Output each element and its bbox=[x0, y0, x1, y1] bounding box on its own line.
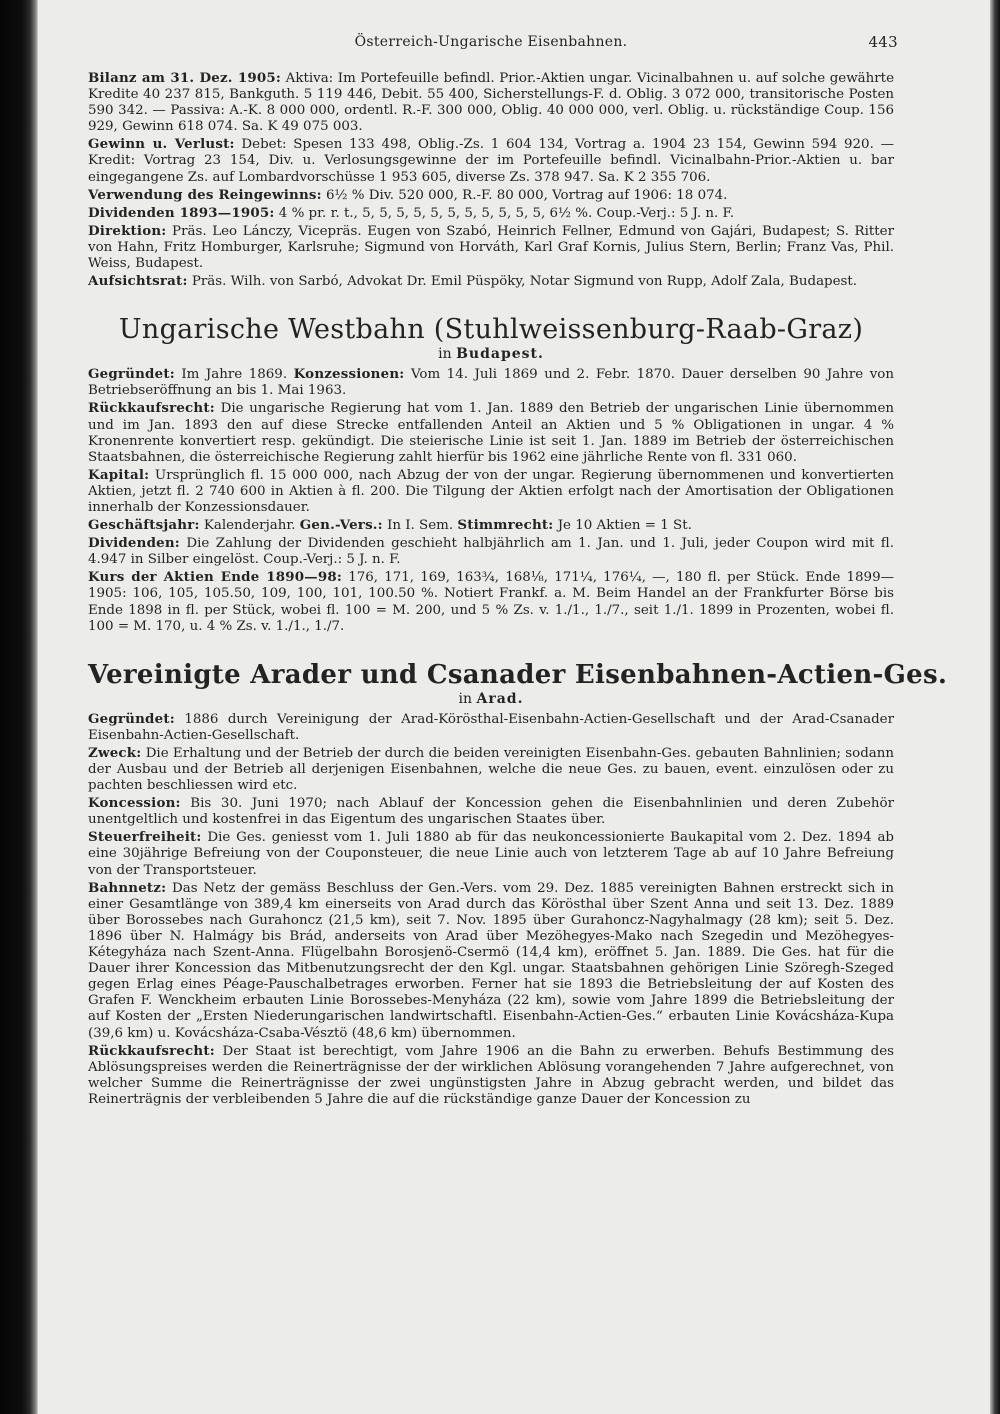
paragraph-label: Kapital: bbox=[88, 466, 150, 483]
section-heading: Ungarische Westbahn (Stuhlweissenburg-Raab-Graz) bbox=[118, 314, 864, 346]
paragraph-zweck bbox=[88, 745, 894, 794]
paragraph-label: Kurs der Aktien Ende 1890—98: bbox=[88, 569, 343, 586]
paragraph-dividenden bbox=[88, 535, 894, 568]
paragraph-text: 6½ % Div. 520 000, R.-F. 80 000, Vortrag auf 1906: 18 074. bbox=[321, 187, 728, 203]
paragraph-direktion bbox=[88, 223, 894, 272]
paragraph-steuerfreiheit bbox=[88, 829, 894, 878]
running-head-title: Österreich-Ungarische Eisenbahnen. bbox=[354, 34, 628, 50]
paragraph-label: Bilanz am 31. Dez. 1905: bbox=[88, 70, 282, 86]
paragraph-koncession bbox=[88, 795, 894, 828]
paragraph-gegruendet bbox=[88, 366, 894, 399]
paragraph-geschaeftsjahr bbox=[88, 517, 894, 534]
paragraph-label: Rückkaufsrecht: bbox=[88, 1042, 215, 1059]
paragraph-text: Bis 30. Juni 1970; nach Ablauf der Koncession gehen die Eisenbahnlinien und deren Zubehör unentgeltlich und kostenfrei in das Eigentum des ungarischen Staates über. bbox=[88, 796, 894, 828]
paragraph-bahnnetz bbox=[88, 880, 894, 1042]
paragraph-label: Stimmrecht: bbox=[457, 517, 554, 534]
paragraph-label: Dividenden: bbox=[88, 535, 180, 552]
section-location bbox=[88, 691, 894, 708]
paragraph-gewinn-verlust bbox=[88, 136, 894, 185]
paragraph-label: Steuerfreiheit: bbox=[88, 829, 202, 846]
paragraph-rueckkaufsrecht bbox=[88, 1043, 894, 1108]
paragraph-text: Präs. Wilh. von Sarbó, Advokat Dr. Emil Püspöky, Notar Sigmund von Rupp, Adolf Zala, Budapest. bbox=[187, 274, 858, 290]
paragraph-text: Je 10 Aktien = 1 St. bbox=[553, 518, 692, 534]
paragraph-text: 4 % pr. r. t., 5, 5, 5, 5, 5, 5, 5, 5, 5, 5, 5, 6½ %. Coup.-Verj.: 5 J. n. F. bbox=[274, 205, 734, 221]
paragraph-text: 176, 171, 169, 163¾, 168⅛, 171¼, 176¼, —, 180 fl. per Stück. Ende 1899—1905: 106, 105, 105.50, 109, 100, 101, 100.50 %. Notiert Frankf. a. M. Beim Handel an der Frankfurter Börse bis Ende 1898 in fl. per Stück, wobei fl. 100 = M. 200, und 5 % Zs. v. 1./1., 1./7., seit 1./1. 1899 in Prozenten, wobei fl. 100 = M. 170, u. 4 % Zs. v. 1./1., 1./7. bbox=[88, 570, 894, 634]
paragraph-text: Die Ges. geniesst vom 1. Juli 1880 ab für das neukoncessionierte Baukapital vom 2. Dez. 1894 ab eine 30jährige Befreiung von der Couponsteuer, die neue Linie auch von letzterem Tage ab auf 10 Jahre Befreiung von der Transportsteuer. bbox=[88, 830, 894, 878]
location-prefix: in bbox=[438, 346, 452, 363]
section-ungarische-westbahn bbox=[88, 314, 894, 635]
paragraph-text: Das Netz der gemäss Beschluss der Gen.-Vers. vom 29. Dez. 1885 vereinigten Bahnen erstreckt sich in einer Gesamtlänge von 389,4 km einerseits von Arad durch das Körösthal über Szent Anna und seit 13. Dez. 1889 über Borossebes nach Gurahoncz (21,5 km), seit 7. Nov. 1895 über Gurahoncz-Nagyhalmagy (28 km); seit 5. Dez. 1896 über N. Halmágy bis Brád, anderseits von Arad über Mezöhegyes-Mako nach Szegedin und Mezöhegyes-Kétegyháza nach Szent-Anna. Flügelbahn Borosjenö-Csermö (14,4 km), eröffnet 5. Jan. 1889. Die Ges. hat für die Dauer ihrer Koncession das Mitbenutzungsrecht der den Kgl. ungar. Staatsbahnen gehörigen Linie Szöregh-Szeged gegen Erlag eines Péage-Pauschalbetrages erworben. Ferner hat sie 1893 die Betriebsleitung der auf Kosten des Grafen F. Wenckheim erbauten Linie Borossebes-Menyháza (22 km), sowie vom Jahre 1899 die Betriebsleitung der auf Kosten der „Ersten Niederungarischen landwirtschaftl. Eisenbahn-Actien-Ges.“ erbauten Linie Kovácsháza-Kupa (39,6 km) u. Kovácsháza-Csaba-Vésztö (48,6 km) übernommen. bbox=[88, 880, 894, 1041]
paragraph-dividenden bbox=[88, 205, 894, 222]
paragraph-text: Die Zahlung der Dividenden geschieht halbjährlich am 1. Jan. und 1. Juli, jeder Coupon wird mit fl. 4.947 in Silber eingelöst. Coup.-Verj.: 5 J. n. F. bbox=[88, 536, 894, 568]
paragraph-label: Gen.-Vers.: bbox=[299, 517, 383, 534]
paragraph-text: Ursprünglich fl. 15 000 000, nach Abzug der von der ungar. Regierung übernommenen und konvertierten Aktien, jetzt fl. 2 740 600 in Aktien à fl. 200. Die Tilgung der Aktien erfolgt nach der Amortisation der Obligationen innerhalb der Konzessionsdauer. bbox=[88, 467, 894, 515]
location-prefix: in bbox=[458, 690, 473, 707]
paragraph-text: Präs. Leo Lánczy, Vicepräs. Eugen von Szabó, Heinrich Fellner, Edmund von Gajári, Budapest; S. Ritter von Hahn, Fritz Homburger, Karlsruhe; Sigmund von Horváth, Karl Graf Kornis, Julius Stern, Berlin; Franz Vas, Phil. Weiss, Budapest. bbox=[88, 223, 894, 272]
section-location bbox=[88, 346, 894, 363]
paragraph-label: Zweck: bbox=[88, 744, 142, 761]
scan-binding-edge bbox=[0, 0, 38, 1414]
paragraph-label: Koncession: bbox=[88, 795, 181, 812]
paragraph-label: Gegründet: bbox=[88, 710, 175, 727]
section-arader-csanader bbox=[88, 659, 948, 1108]
paragraph-text: Die Erhaltung und der Betrieb der durch die beiden vereinigten Eisenbahn-Ges. gebauten Bahnlinien; sodann der Ausbau und der Betrieb all derjenigen Eisenbahnen, welche die neue Ges. zu bauen, event. einzulösen oder zu pachten beschliessen wird etc. bbox=[88, 745, 894, 794]
paragraph-label: Gegründet: bbox=[88, 366, 175, 383]
paragraph-label: Bahnnetz: bbox=[88, 879, 167, 896]
paragraph-text: Debet: Spesen 133 498, Oblig.-Zs. 1 604 134, Vortrag a. 1904 23 154, Gewinn 594 920. — Kredit: Vortrag 23 154, Div. u. Verlosungsgewinne der im Portefeuille befindl. Vicinalbahn-Prior.-Aktien u. bar eingegangene Zs. auf Lombardvorschüsse 1 953 605, diverse Zs. 378 947. Sa. K 2 355 706. bbox=[88, 137, 894, 185]
paragraph-text: Die ungarische Regierung hat vom 1. Jan. 1889 den Betrieb der ungarischen Linie übernommen und im Jan. 1893 den auf diese Strecke entfallenden Anteil an Aktien und 5 % Obligationen in ungar. 4 % Kronenrente konvertiert resp. gekündigt. Die steierische Linie ist seit 1. Jan. 1889 im Betrieb der österreichischen Staatsbahnen, die österreichische Regierung zahlt hierfür bis 1962 eine jährliche Rente von fl. 331 060. bbox=[88, 401, 894, 465]
paragraph-label: Konzessionen: bbox=[293, 366, 405, 383]
paragraph-kapital bbox=[88, 467, 894, 516]
paragraph-verwendung bbox=[88, 187, 894, 204]
paragraph-kurs bbox=[88, 569, 894, 634]
section-heading: Vereinigte Arader und Csanader Eisenbahnen-Actien-Ges. bbox=[88, 659, 948, 690]
scan-right-edge bbox=[990, 0, 1000, 1414]
paragraph-text: Im Jahre 1869. bbox=[174, 367, 288, 383]
document-page bbox=[88, 33, 948, 1109]
page-number: 443 bbox=[868, 33, 898, 51]
paragraph-text: Aktiva: Im Portefeuille befindl. Prior.-Aktien ungar. Vicinalbahnen u. auf solche gewährte Kredite 40 237 815, Bankguth. 5 119 446, Debit. 55 400, Sicherstellungs-F. d. Oblig. 3 072 000, transitorische Posten 590 342. — Passiva: A.-K. 8 000 000, ordentl. R.-F. 300 000, Oblig. 40 000 000, verl. Oblig. u. rückständige Coup. 156 929, Gewinn 618 074. Sa. K 49 075 003. bbox=[88, 71, 894, 135]
paragraph-label: Geschäftsjahr: bbox=[88, 517, 200, 534]
paragraph-text: In I. Sem. bbox=[382, 518, 454, 534]
paragraph-aufsichtsrat bbox=[88, 273, 894, 290]
paragraph-label: Verwendung des Reingewinns: bbox=[88, 186, 322, 203]
paragraph-rueckkaufsrecht bbox=[88, 400, 894, 465]
location-place: Arad. bbox=[476, 690, 524, 707]
paragraph-text: Der Staat ist berechtigt, vom Jahre 1906 an die Bahn zu erwerben. Behufs Bestimmung des Ablösungspreises werden die Reinerträgnisse der der wirklichen Ablösung vorangehenden 7 Jahre aufgerechnet, von welcher Summe die Reinerträgnisse der zwei ungünstigsten Jahre in Abzug gebracht werden, und bildet das Reinerträgnis der verbleibenden 5 Jahre die auf die rückständige ganze Dauer der Koncession zu bbox=[88, 1043, 894, 1107]
paragraph-label: Dividenden 1893—1905: bbox=[88, 204, 275, 221]
paragraph-gegruendet bbox=[88, 711, 894, 744]
location-place: Budapest. bbox=[456, 346, 544, 363]
paragraph-label: Gewinn u. Verlust: bbox=[88, 136, 235, 153]
paragraph-label: Rückkaufsrecht: bbox=[88, 400, 215, 417]
paragraph-bilanz bbox=[88, 70, 894, 135]
running-head bbox=[88, 33, 898, 56]
paragraph-label: Direktion: bbox=[88, 222, 167, 239]
paragraph-label: Aufsichtsrat: bbox=[88, 273, 188, 290]
paragraph-text: 1886 durch Vereinigung der Arad-Körösthal-Eisenbahn-Actien-Gesellschaft und der Arad-Csanader Eisenbahn-Actien-Gesellschaft. bbox=[88, 711, 894, 743]
section-continued-company bbox=[88, 70, 894, 290]
paragraph-text: Kalenderjahr. bbox=[199, 518, 296, 534]
paragraph-text: Vom 14. Juli 1869 und 2. Febr. 1870. Dauer derselben 90 Jahre von Betriebseröffnung an bis 1. Mai 1963. bbox=[88, 367, 894, 399]
